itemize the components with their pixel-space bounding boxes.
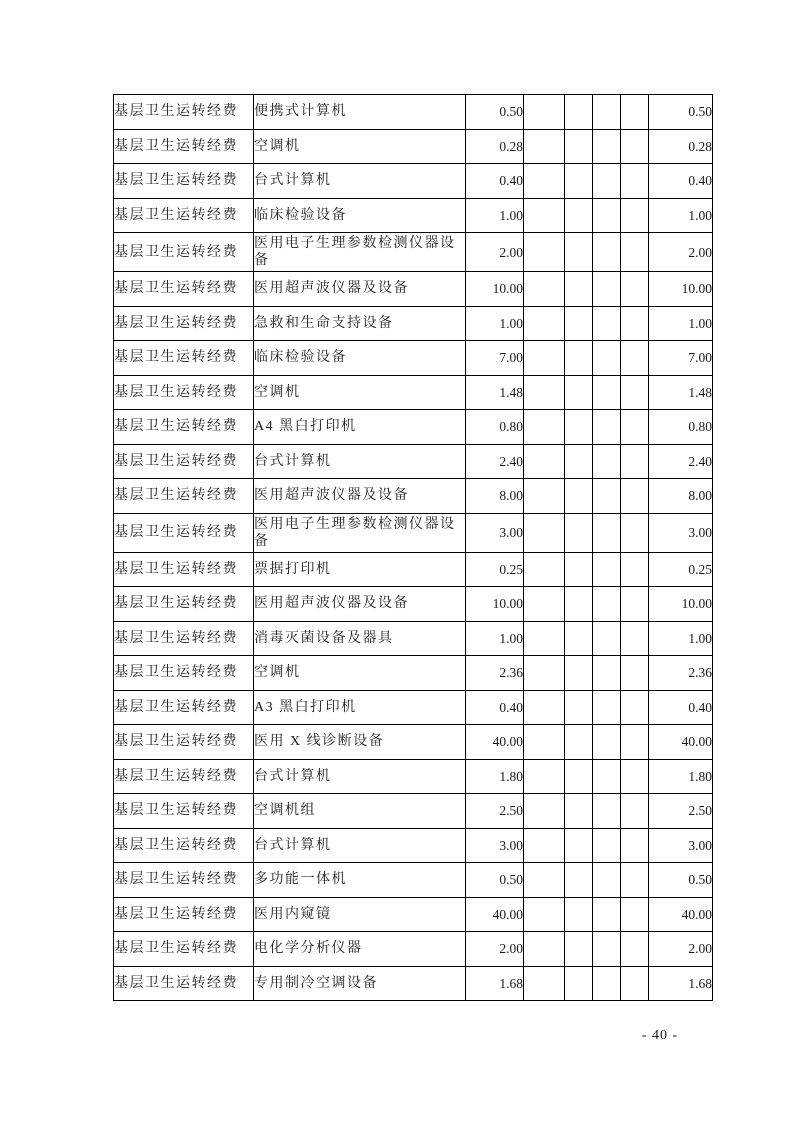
item-cell: 医用超声波仪器及设备 (254, 479, 466, 514)
amount-cell-2: 0.50 (649, 95, 713, 130)
empty-cell (524, 932, 565, 967)
amount-cell-2: 3.00 (649, 828, 713, 863)
empty-cell (565, 341, 593, 376)
category-cell: 基层卫生运转经费 (114, 479, 254, 514)
empty-cell (593, 759, 621, 794)
empty-cell (565, 479, 593, 514)
empty-cell (593, 897, 621, 932)
item-cell: 空调机 (254, 656, 466, 691)
empty-cell (621, 621, 649, 656)
empty-cell (593, 272, 621, 307)
empty-cell (524, 233, 565, 272)
empty-cell (524, 95, 565, 130)
table-row (114, 759, 713, 794)
item-cell: 多功能一体机 (254, 863, 466, 898)
amount-cell: 2.36 (466, 656, 524, 691)
empty-cell (593, 233, 621, 272)
empty-cell (593, 306, 621, 341)
empty-cell (593, 129, 621, 164)
amount-cell: 2.40 (466, 444, 524, 479)
amount-cell-2: 2.50 (649, 794, 713, 829)
table-row (114, 794, 713, 829)
category-cell: 基层卫生运转经费 (114, 966, 254, 1001)
empty-cell (565, 966, 593, 1001)
empty-cell (593, 513, 621, 552)
empty-cell (524, 863, 565, 898)
empty-cell (621, 272, 649, 307)
empty-cell (524, 444, 565, 479)
table-row (114, 690, 713, 725)
amount-cell-2: 2.00 (649, 233, 713, 272)
category-cell: 基层卫生运转经费 (114, 95, 254, 130)
item-cell: 医用超声波仪器及设备 (254, 587, 466, 622)
equipment-budget-table (113, 94, 713, 1001)
item-cell: 医用超声波仪器及设备 (254, 272, 466, 307)
empty-cell (565, 306, 593, 341)
item-cell: 临床检验设备 (254, 341, 466, 376)
amount-cell: 0.28 (466, 129, 524, 164)
empty-cell (621, 828, 649, 863)
amount-cell-2: 0.50 (649, 863, 713, 898)
amount-cell: 0.40 (466, 164, 524, 199)
category-cell: 基层卫生运转经费 (114, 828, 254, 863)
amount-cell: 40.00 (466, 725, 524, 760)
empty-cell (565, 656, 593, 691)
page-number: - 40 - (641, 1028, 679, 1043)
category-cell: 基层卫生运转经费 (114, 375, 254, 410)
item-cell: A4 黑白打印机 (254, 410, 466, 445)
empty-cell (524, 690, 565, 725)
empty-cell (621, 164, 649, 199)
empty-cell (565, 828, 593, 863)
table-row (114, 375, 713, 410)
category-cell: 基层卫生运转经费 (114, 725, 254, 760)
table-row (114, 621, 713, 656)
item-cell: 消毒灭菌设备及器具 (254, 621, 466, 656)
amount-cell: 0.50 (466, 95, 524, 130)
table-row (114, 828, 713, 863)
empty-cell (565, 621, 593, 656)
amount-cell: 3.00 (466, 828, 524, 863)
amount-cell: 1.48 (466, 375, 524, 410)
category-cell: 基层卫生运转经费 (114, 932, 254, 967)
empty-cell (524, 341, 565, 376)
empty-cell (593, 690, 621, 725)
empty-cell (524, 759, 565, 794)
amount-cell-2: 1.00 (649, 621, 713, 656)
item-cell: 医用内窥镜 (254, 897, 466, 932)
empty-cell (593, 444, 621, 479)
category-cell: 基层卫生运转经费 (114, 198, 254, 233)
amount-cell-2: 0.25 (649, 552, 713, 587)
category-cell: 基层卫生运转经费 (114, 656, 254, 691)
item-cell: 专用制冷空调设备 (254, 966, 466, 1001)
empty-cell (565, 552, 593, 587)
empty-cell (524, 656, 565, 691)
amount-cell-2: 1.80 (649, 759, 713, 794)
empty-cell (621, 95, 649, 130)
empty-cell (524, 828, 565, 863)
empty-cell (593, 725, 621, 760)
empty-cell (593, 587, 621, 622)
amount-cell-2: 2.40 (649, 444, 713, 479)
amount-cell: 8.00 (466, 479, 524, 514)
amount-cell: 7.00 (466, 341, 524, 376)
empty-cell (593, 621, 621, 656)
item-cell: 医用电子生理参数检测仪器设备 (254, 513, 466, 552)
item-cell: 电化学分析仪器 (254, 932, 466, 967)
item-cell: 临床检验设备 (254, 198, 466, 233)
amount-cell: 2.00 (466, 932, 524, 967)
empty-cell (565, 725, 593, 760)
category-cell: 基层卫生运转经费 (114, 164, 254, 199)
table-row (114, 95, 713, 130)
empty-cell (565, 897, 593, 932)
item-cell: 台式计算机 (254, 444, 466, 479)
amount-cell-2: 1.00 (649, 198, 713, 233)
empty-cell (621, 690, 649, 725)
empty-cell (593, 794, 621, 829)
amount-cell: 1.68 (466, 966, 524, 1001)
amount-cell-2: 10.00 (649, 587, 713, 622)
empty-cell (621, 198, 649, 233)
item-cell: 空调机组 (254, 794, 466, 829)
empty-cell (565, 444, 593, 479)
amount-cell: 1.80 (466, 759, 524, 794)
amount-cell: 0.25 (466, 552, 524, 587)
amount-cell: 3.00 (466, 513, 524, 552)
amount-cell-2: 0.28 (649, 129, 713, 164)
empty-cell (621, 966, 649, 1001)
empty-cell (621, 129, 649, 164)
category-cell: 基层卫生运转经费 (114, 552, 254, 587)
category-cell: 基层卫生运转经费 (114, 444, 254, 479)
empty-cell (524, 897, 565, 932)
empty-cell (524, 272, 565, 307)
table-row (114, 444, 713, 479)
empty-cell (593, 410, 621, 445)
empty-cell (621, 444, 649, 479)
category-cell: 基层卫生运转经费 (114, 759, 254, 794)
amount-cell: 0.80 (466, 410, 524, 445)
empty-cell (565, 513, 593, 552)
table-row (114, 513, 713, 552)
empty-cell (565, 932, 593, 967)
empty-cell (524, 129, 565, 164)
empty-cell (621, 794, 649, 829)
category-cell: 基层卫生运转经费 (114, 233, 254, 272)
empty-cell (621, 479, 649, 514)
empty-cell (593, 932, 621, 967)
empty-cell (524, 552, 565, 587)
table-row (114, 410, 713, 445)
table-row (114, 897, 713, 932)
category-cell: 基层卫生运转经费 (114, 587, 254, 622)
amount-cell-2: 40.00 (649, 725, 713, 760)
amount-cell: 2.00 (466, 233, 524, 272)
empty-cell (593, 966, 621, 1001)
item-cell: 台式计算机 (254, 759, 466, 794)
table-row (114, 233, 713, 272)
amount-cell: 1.00 (466, 621, 524, 656)
item-cell: 台式计算机 (254, 828, 466, 863)
empty-cell (621, 410, 649, 445)
amount-cell-2: 0.40 (649, 164, 713, 199)
amount-cell: 0.50 (466, 863, 524, 898)
empty-cell (524, 725, 565, 760)
empty-cell (524, 164, 565, 199)
empty-cell (565, 794, 593, 829)
empty-cell (524, 198, 565, 233)
table-row (114, 306, 713, 341)
amount-cell: 10.00 (466, 587, 524, 622)
empty-cell (621, 725, 649, 760)
empty-cell (621, 375, 649, 410)
table-row (114, 932, 713, 967)
table-row (114, 479, 713, 514)
empty-cell (565, 272, 593, 307)
amount-cell-2: 8.00 (649, 479, 713, 514)
empty-cell (524, 587, 565, 622)
empty-cell (565, 410, 593, 445)
table-row (114, 863, 713, 898)
empty-cell (621, 897, 649, 932)
category-cell: 基层卫生运转经费 (114, 272, 254, 307)
empty-cell (593, 341, 621, 376)
category-cell: 基层卫生运转经费 (114, 621, 254, 656)
item-cell: 医用电子生理参数检测仪器设备 (254, 233, 466, 272)
amount-cell-2: 3.00 (649, 513, 713, 552)
empty-cell (524, 794, 565, 829)
empty-cell (524, 375, 565, 410)
empty-cell (524, 410, 565, 445)
empty-cell (621, 552, 649, 587)
table-row (114, 341, 713, 376)
amount-cell-2: 1.48 (649, 375, 713, 410)
amount-cell: 10.00 (466, 272, 524, 307)
empty-cell (593, 198, 621, 233)
empty-cell (565, 95, 593, 130)
empty-cell (524, 306, 565, 341)
amount-cell-2: 1.68 (649, 966, 713, 1001)
empty-cell (621, 233, 649, 272)
empty-cell (593, 656, 621, 691)
category-cell: 基层卫生运转经费 (114, 513, 254, 552)
empty-cell (593, 375, 621, 410)
empty-cell (565, 198, 593, 233)
amount-cell: 40.00 (466, 897, 524, 932)
empty-cell (565, 164, 593, 199)
table-row (114, 272, 713, 307)
table-row (114, 164, 713, 199)
table-row (114, 552, 713, 587)
category-cell: 基层卫生运转经费 (114, 129, 254, 164)
amount-cell: 2.50 (466, 794, 524, 829)
empty-cell (621, 759, 649, 794)
table-row (114, 725, 713, 760)
amount-cell: 1.00 (466, 198, 524, 233)
table-row (114, 966, 713, 1001)
amount-cell-2: 0.40 (649, 690, 713, 725)
amount-cell-2: 2.00 (649, 932, 713, 967)
empty-cell (593, 863, 621, 898)
item-cell: 便携式计算机 (254, 95, 466, 130)
empty-cell (621, 306, 649, 341)
empty-cell (621, 932, 649, 967)
amount-cell: 1.00 (466, 306, 524, 341)
empty-cell (565, 759, 593, 794)
empty-cell (565, 375, 593, 410)
amount-cell-2: 7.00 (649, 341, 713, 376)
empty-cell (593, 95, 621, 130)
category-cell: 基层卫生运转经费 (114, 410, 254, 445)
empty-cell (593, 479, 621, 514)
item-cell: A3 黑白打印机 (254, 690, 466, 725)
table-row (114, 198, 713, 233)
empty-cell (593, 164, 621, 199)
empty-cell (565, 233, 593, 272)
category-cell: 基层卫生运转经费 (114, 794, 254, 829)
amount-cell-2: 0.80 (649, 410, 713, 445)
category-cell: 基层卫生运转经费 (114, 897, 254, 932)
empty-cell (565, 129, 593, 164)
item-cell: 台式计算机 (254, 164, 466, 199)
amount-cell-2: 2.36 (649, 656, 713, 691)
empty-cell (621, 587, 649, 622)
item-cell: 医用 X 线诊断设备 (254, 725, 466, 760)
empty-cell (565, 587, 593, 622)
table-row (114, 587, 713, 622)
item-cell: 急救和生命支持设备 (254, 306, 466, 341)
empty-cell (621, 863, 649, 898)
empty-cell (593, 552, 621, 587)
amount-cell-2: 1.00 (649, 306, 713, 341)
empty-cell (621, 513, 649, 552)
table-body (114, 95, 713, 1001)
item-cell: 空调机 (254, 375, 466, 410)
category-cell: 基层卫生运转经费 (114, 306, 254, 341)
empty-cell (565, 863, 593, 898)
table-row (114, 656, 713, 691)
item-cell: 空调机 (254, 129, 466, 164)
category-cell: 基层卫生运转经费 (114, 863, 254, 898)
empty-cell (621, 656, 649, 691)
empty-cell (593, 828, 621, 863)
empty-cell (565, 690, 593, 725)
empty-cell (621, 341, 649, 376)
category-cell: 基层卫生运转经费 (114, 690, 254, 725)
amount-cell-2: 40.00 (649, 897, 713, 932)
table-row (114, 129, 713, 164)
category-cell: 基层卫生运转经费 (114, 341, 254, 376)
amount-cell-2: 10.00 (649, 272, 713, 307)
amount-cell: 0.40 (466, 690, 524, 725)
empty-cell (524, 621, 565, 656)
empty-cell (524, 966, 565, 1001)
empty-cell (524, 479, 565, 514)
empty-cell (524, 513, 565, 552)
item-cell: 票据打印机 (254, 552, 466, 587)
